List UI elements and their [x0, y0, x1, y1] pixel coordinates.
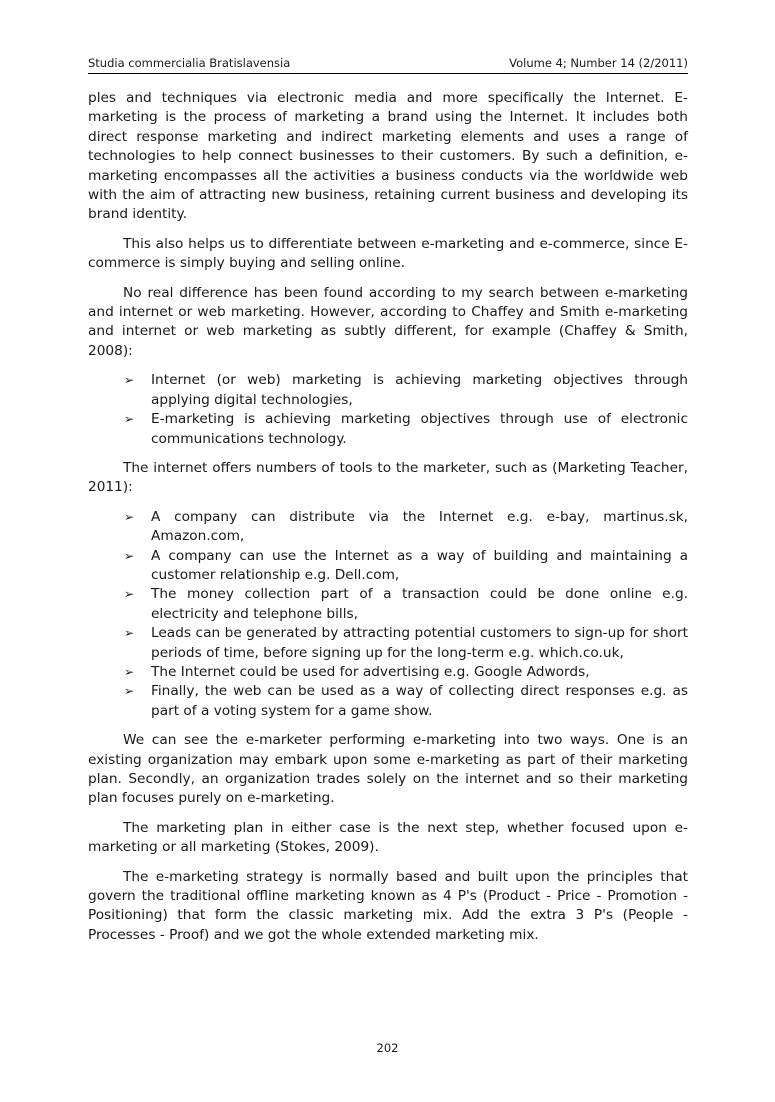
- arrow-bullet-icon: ➢: [124, 509, 135, 524]
- paragraph: We can see the e-marketer performing e-marketing into two ways. One is an existing organization may embark upon some e-marketing as part of their marketing plan. Secondly, an organization trades solely on the internet and so their marketing plan focuses purely on e-marketing.: [88, 732, 688, 807]
- page-number: 202: [376, 1041, 399, 1055]
- journal-title: Studia commercialia Bratislavensia: [88, 56, 291, 70]
- paragraph: The e-marketing strategy is normally based and built upon the principles that govern the traditional offline marketing known as 4 P's (Product - Price - Promotion - Positioning) that form the classic marketing mix. Add the extra 3 P's (People - Processes - Proof) and we got the whole extended marketing mix.: [88, 868, 688, 943]
- paragraph: The marketing plan in either case is the next step, whether focused upon e-marketing or all marketing (Stokes, 2009).: [88, 819, 688, 856]
- definitions-list: [88, 371, 688, 449]
- list-item: [124, 547, 688, 586]
- list-item: [124, 663, 688, 682]
- paragraph: ples and techniques via electronic media and more specifically the Internet. E-marketing is the process of marketing a brand using the Internet. It includes both direct response marketing and indirect marketing elements and uses a range of technologies to help connect businesses to their customers. By such a definition, e-marketing encompasses all the activities a business conducts via the worldwide web with the aim of attracting new business, retaining current business and developing its brand identity.: [88, 90, 688, 223]
- list-item: [124, 371, 688, 410]
- arrow-bullet-icon: ➢: [124, 626, 135, 641]
- arrow-bullet-icon: ➢: [124, 412, 135, 427]
- paragraph: No real difference has been found according to my search between e-marketing and internet or web marketing. However, according to Chaffey and Smith e-marketing and internet or web marketing as subtly different, for example (Chaffey & Smith, 2008):: [88, 284, 688, 359]
- arrow-bullet-icon: ➢: [124, 548, 135, 563]
- list-item: [124, 585, 688, 624]
- list-item-text: E-marketing is achieving marketing objectives through use of electronic communications technology.: [151, 411, 688, 447]
- list-item: [124, 508, 688, 547]
- arrow-bullet-icon: ➢: [124, 587, 135, 602]
- running-header: [88, 56, 688, 74]
- list-item-text: The Internet could be used for advertising e.g. Google Adwords,: [151, 663, 590, 680]
- arrow-bullet-icon: ➢: [124, 664, 135, 679]
- list-item: [124, 624, 688, 663]
- list-item: [124, 410, 688, 449]
- tools-list: [88, 508, 688, 721]
- list-item-text: A company can distribute via the Internet e.g. e-bay, martinus.sk, Amazon.com,: [151, 508, 688, 545]
- list-item-text: A company can use the Internet as a way of building and maintaining a customer relationship e.g. Dell.com,: [151, 547, 688, 583]
- list-item: [124, 682, 688, 721]
- list-item-text: Internet (or web) marketing is achieving marketing objectives through applying digital technologies,: [151, 372, 688, 408]
- list-item-text: Leads can be generated by attracting potential customers to sign-up for short periods of time, before signing up for the long-term e.g. which.co.uk,: [151, 625, 688, 661]
- header-rule: [88, 73, 688, 74]
- volume-info: Volume 4; Number 14 (2/2011): [509, 56, 688, 70]
- list-item-text: Finally, the web can be used as a way of collecting direct responses e.g. as part of a voting system for a game show.: [151, 683, 688, 719]
- arrow-bullet-icon: ➢: [124, 684, 135, 699]
- body-text: [88, 89, 688, 955]
- paragraph: The internet offers numbers of tools to the marketer, such as (Marketing Teacher, 2011):: [88, 459, 688, 496]
- list-item-text: The money collection part of a transaction could be done online e.g. electricity and telephone bills,: [151, 586, 688, 622]
- paragraph: This also helps us to differentiate between e-marketing and e-commerce, since E-commerce is simply buying and selling online.: [88, 235, 688, 272]
- arrow-bullet-icon: ➢: [124, 373, 135, 388]
